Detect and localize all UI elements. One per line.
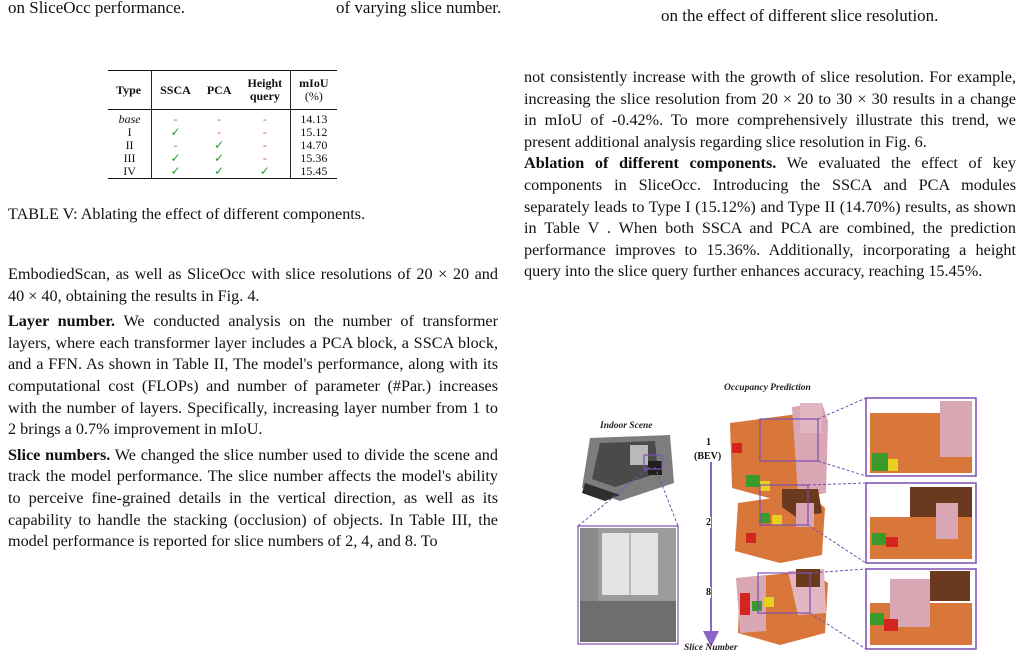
cell-pca: ✓ — [199, 165, 240, 179]
continuation-paragraph: not consistently increase with the growth of slice resolution. For example, increasing the slice resolution from 20 × 20 to 30 × 30 results in a change in mIoU of -0.42%. To more comprehensively illustrate this trend, we present additional analysis regarding slice resolution in Fig. 6. — [524, 68, 1016, 151]
ablation-heading: Ablation of different components. — [524, 154, 777, 173]
right-column — [524, 67, 1016, 283]
cell-miou: 15.12 — [291, 126, 337, 139]
cell-type: II — [125, 138, 134, 152]
cell-height-query: - — [262, 112, 267, 126]
cell-height-query: - — [262, 125, 267, 139]
cell-type: IV — [108, 165, 152, 179]
cell-pca: ✓ — [214, 138, 225, 152]
cell-ssca: - — [152, 139, 199, 152]
occupancy-prediction-label: Occupancy Prediction — [724, 383, 811, 393]
indoor-scene-photo — [578, 526, 678, 644]
ablation-paragraph: Ablation of different components. We evaluated the effect of key components in SliceOcc. Introducing the SSCA and PCA modules separately leads to Type I (15.12%) and Type II (14.70%) results, as shown in Table V . When both SSCA and PCA are combined, the prediction performance improves to 15.36%. Additionally, incorporating a height query into the slice query further enhances accuracy, reaching 15.45%. — [524, 154, 1016, 281]
left-column — [8, 264, 498, 553]
layer-heading: Layer number. — [8, 312, 116, 331]
table-row — [108, 110, 337, 127]
intro-text: EmbodiedScan, as well as SliceOcc with slice resolutions of 20 × 20 and 40 × 40, obtaining the results in Fig. 4. — [8, 265, 498, 305]
figure-slice-number — [560, 383, 990, 655]
cell-type: I — [127, 125, 132, 139]
occupancy-row-3 — [736, 569, 828, 645]
cell-miou: 14.70 — [291, 139, 337, 152]
tick-bev: (BEV) — [694, 451, 722, 462]
slice-heading: Slice numbers. — [8, 445, 111, 464]
prev-caption-middle: of varying slice number. — [336, 0, 502, 17]
cell-miou: 15.45 — [291, 165, 337, 179]
col-ssca: SSCA — [152, 71, 199, 110]
cell-type: III — [123, 151, 136, 165]
col-pca: PCA — [199, 71, 240, 110]
cell-ssca: ✓ — [152, 126, 199, 139]
ablation-table — [108, 70, 337, 179]
tick-2: 2 — [706, 517, 711, 528]
tick-8: 8 — [706, 587, 711, 598]
occupancy-row-1 — [730, 403, 828, 501]
cell-height-query: - — [262, 138, 267, 152]
zoom-box-3 — [866, 569, 976, 649]
zoom-box-1 — [866, 398, 976, 476]
cell-pca: - — [217, 125, 222, 139]
indoor-scene-pointcloud — [578, 433, 676, 501]
table-row — [108, 165, 337, 179]
cell-ssca: ✓ — [152, 165, 199, 179]
prev-caption-right: on the effect of different slice resolution. — [661, 6, 939, 25]
cell-pca: ✓ — [214, 151, 225, 165]
cell-miou: 14.13 — [291, 110, 337, 127]
cell-miou: 15.36 — [291, 152, 337, 165]
prev-caption-left: on SliceOcc performance. — [8, 0, 185, 17]
tick-1: 1 — [706, 437, 711, 448]
slice-number-label: Slice Number — [684, 643, 738, 653]
table-caption: TABLE V: Ablating the effect of different components. — [8, 205, 366, 223]
slice-paragraph: Slice numbers. We changed the slice number used to divide the scene and track the model performance. The slice number affects the model's ability to perceive fine-grained details in the vertical direction, as well as its capability to handle the stacking (occlusion) of objects. In Table III, the model performance is reported for slice numbers of 2, 4, and 8. To — [8, 445, 498, 551]
indoor-scene-label: Indoor Scene — [600, 421, 653, 431]
layer-paragraph: Layer number. We conducted analysis on the number of transformer layers, where each transformer layer includes a PCA block, a SSCA block, and a FFN. As shown in Table II, The model's performance, along with its computational cost (FLOPs) and number of parameter (#Par.) increases with the number of layers. Specifically, increasing layer number from 1 to 2 brings a 0.7% improvement in mIoU. — [8, 312, 498, 439]
col-miou: mIoU (%) — [291, 71, 337, 110]
cell-pca: - — [217, 112, 222, 126]
cell-height-query: - — [262, 151, 267, 165]
col-type: Type — [108, 71, 152, 110]
cell-ssca: - — [152, 110, 199, 127]
cell-height-query: ✓ — [239, 165, 290, 179]
col-height-query: Height query — [239, 71, 290, 110]
zoom-box-2 — [866, 483, 976, 563]
cell-ssca: ✓ — [152, 152, 199, 165]
cell-type: base — [118, 112, 141, 126]
